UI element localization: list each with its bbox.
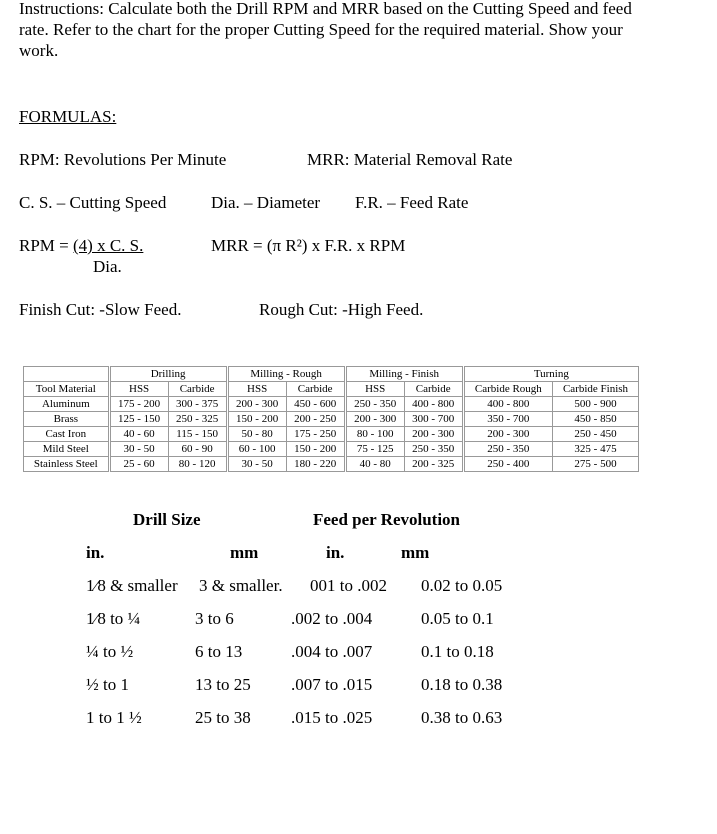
table-cell: 200 - 250	[286, 412, 345, 427]
feed-in-cell: 001 to .002	[310, 576, 387, 595]
column-header: Carbide	[404, 382, 463, 397]
column-header-drill-in: in.	[86, 543, 105, 562]
drill-mm-cell: 3 & smaller.	[199, 576, 283, 595]
drill-mm-cell: 13 to 25	[195, 675, 251, 694]
table-cell: 30 - 50	[227, 457, 286, 472]
instructions-paragraph: Instructions: Calculate both the Drill RPM and MRR based on the Cutting Speed and feed rate. Refer to the chart for the proper Cutting Speed for the required material. Show your work.	[19, 0, 632, 60]
table-cell: 30 - 50	[109, 442, 168, 457]
cutting-speed-table	[23, 366, 639, 472]
feed-mm-cell: 0.18 to 0.38	[421, 675, 503, 694]
table-cell: 50 - 80	[227, 427, 286, 442]
table-cell: 150 - 200	[286, 442, 345, 457]
table-cell: 75 - 125	[345, 442, 404, 457]
table-cell: 325 - 475	[553, 442, 639, 457]
table-cell: 40 - 60	[109, 427, 168, 442]
table-row	[24, 442, 639, 457]
table-corner-cell	[24, 367, 110, 382]
column-header-drill-mm: mm	[230, 543, 259, 562]
column-header: Carbide Finish	[553, 382, 639, 397]
table-row	[24, 397, 639, 412]
column-header-tool-material: Tool Material	[24, 382, 110, 397]
table-cell: 200 - 300	[345, 412, 404, 427]
column-header-feed-mm: mm	[401, 543, 430, 562]
feed-in-cell: .007 to .015	[291, 675, 373, 694]
table-row	[24, 427, 639, 442]
feed-rate-definition: F.R. – Feed Rate	[355, 193, 469, 212]
table-cell: 175 - 250	[286, 427, 345, 442]
table-group-header-row	[24, 367, 639, 382]
diameter-definition: Dia. – Diameter	[211, 193, 321, 212]
drill-in-cell: 1⁄8 to ¼	[86, 609, 141, 628]
table-cell: 250 - 400	[463, 457, 552, 472]
feed-per-revolution-heading: Feed per Revolution	[313, 510, 461, 529]
finish-cut-note: Finish Cut: -Slow Feed.	[19, 300, 182, 319]
table-cell: 80 - 100	[345, 427, 404, 442]
table-cell: 115 - 150	[168, 427, 227, 442]
table-cell: 350 - 700	[463, 412, 552, 427]
table-cell: 450 - 600	[286, 397, 345, 412]
table-cell: 60 - 90	[168, 442, 227, 457]
table-cell: 275 - 500	[553, 457, 639, 472]
rpm-definition: RPM: Revolutions Per Minute	[19, 150, 227, 169]
table-cell: 80 - 120	[168, 457, 227, 472]
table-cell: 250 - 325	[168, 412, 227, 427]
mrr-definition: MRR: Material Removal Rate	[307, 150, 513, 169]
table-cell: 200 - 300	[404, 427, 463, 442]
column-header: HSS	[109, 382, 168, 397]
table-cell: 200 - 300	[463, 427, 552, 442]
table-cell: 250 - 350	[345, 397, 404, 412]
table-cell: 200 - 325	[404, 457, 463, 472]
mrr-formula: MRR = (π R²) x F.R. x RPM	[211, 236, 406, 255]
group-header-milling-rough: Milling - Rough	[227, 367, 345, 382]
table-cell: 175 - 200	[109, 397, 168, 412]
column-header: Carbide	[168, 382, 227, 397]
material-cell: Cast Iron	[24, 427, 110, 442]
feed-in-cell: .002 to .004	[291, 609, 373, 628]
feed-in-cell: .015 to .025	[291, 708, 373, 727]
drill-mm-cell: 6 to 13	[195, 642, 243, 661]
material-cell: Mild Steel	[24, 442, 110, 457]
group-header-turning: Turning	[463, 367, 638, 382]
table-cell: 200 - 300	[227, 397, 286, 412]
table-cell: 500 - 900	[553, 397, 639, 412]
table-cell: 400 - 800	[404, 397, 463, 412]
drill-in-cell: ½ to 1	[86, 675, 129, 694]
drill-size-heading: Drill Size	[133, 510, 201, 529]
table-cell: 300 - 375	[168, 397, 227, 412]
drill-mm-cell: 25 to 38	[195, 708, 251, 727]
table-cell: 60 - 100	[227, 442, 286, 457]
table-cell: 300 - 700	[404, 412, 463, 427]
table-cell: 250 - 350	[463, 442, 552, 457]
table-cell: 25 - 60	[109, 457, 168, 472]
table-cell: 40 - 80	[345, 457, 404, 472]
rough-cut-note: Rough Cut: -High Feed.	[259, 300, 424, 319]
feed-mm-cell: 0.38 to 0.63	[421, 708, 503, 727]
column-header: HSS	[345, 382, 404, 397]
feed-mm-cell: 0.1 to 0.18	[421, 642, 494, 661]
material-cell: Stainless Steel	[24, 457, 110, 472]
material-cell: Brass	[24, 412, 110, 427]
table-cell: 180 - 220	[286, 457, 345, 472]
group-header-drilling: Drilling	[109, 367, 227, 382]
drill-in-cell: 1 to 1 ½	[86, 708, 142, 727]
table-row	[24, 412, 639, 427]
column-header: HSS	[227, 382, 286, 397]
drill-in-cell: ¼ to ½	[86, 642, 134, 661]
formulas-heading: FORMULAS:	[19, 107, 117, 126]
column-header-feed-in: in.	[326, 543, 345, 562]
feed-mm-cell: 0.02 to 0.05	[421, 576, 503, 595]
table-subheader-row	[24, 382, 639, 397]
table-cell: 400 - 800	[463, 397, 552, 412]
table-cell: 250 - 450	[553, 427, 639, 442]
table-cell: 125 - 150	[109, 412, 168, 427]
feed-in-cell: .004 to .007	[291, 642, 373, 661]
feed-mm-cell: 0.05 to 0.1	[421, 609, 494, 628]
drill-mm-cell: 3 to 6	[195, 609, 234, 628]
rpm-formula-denominator: Dia.	[93, 257, 122, 276]
table-cell: 450 - 850	[553, 412, 639, 427]
group-header-milling-finish: Milling - Finish	[345, 367, 463, 382]
table-cell: 150 - 200	[227, 412, 286, 427]
cutting-speed-definition: C. S. – Cutting Speed	[19, 193, 167, 212]
rpm-formula-numerator: (4) x C. S.	[73, 236, 144, 255]
table-cell: 250 - 350	[404, 442, 463, 457]
rpm-formula	[19, 235, 143, 256]
material-cell: Aluminum	[24, 397, 110, 412]
table-row	[24, 457, 639, 472]
column-header: Carbide	[286, 382, 345, 397]
drill-in-cell: 1⁄8 & smaller	[86, 576, 178, 595]
column-header: Carbide Rough	[463, 382, 552, 397]
rpm-formula-lhs: RPM =	[19, 236, 73, 255]
